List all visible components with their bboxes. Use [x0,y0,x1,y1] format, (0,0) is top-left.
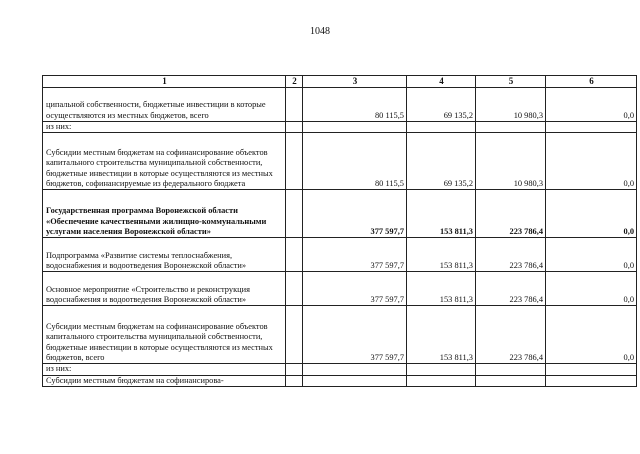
table-row [43,238,637,272]
cell-col5: 10 980,3 [476,88,546,122]
cell-col6: 0,0 [546,306,637,364]
row-description: Субсидии местным бюджетам на софинансирование объектов капитального строительства муниципальной собственности, бюджетные инвестиции в которые осуществляются из местных бюджетов, всего [43,306,286,364]
cell-col4: 153 811,3 [407,306,476,364]
table-row [43,364,637,375]
budget-table [42,75,637,387]
cell-col4 [407,375,476,386]
column-header: 1 [43,76,286,88]
cell-col3: 377 597,7 [303,272,407,306]
cell-col6 [546,122,637,133]
cell-col2 [286,133,303,190]
cell-col5: 223 786,4 [476,306,546,364]
cell-col5 [476,364,546,375]
row-description: Подпрограмма «Развитие системы теплоснабжения, водоснабжения и водоотведения Воронежской области» [43,238,286,272]
table-row [43,122,637,133]
cell-col2 [286,122,303,133]
cell-col3 [303,375,407,386]
table-row [43,375,637,386]
table-row [43,306,637,364]
column-header: 6 [546,76,637,88]
cell-col3: 377 597,7 [303,190,407,238]
row-description: Основное мероприятие «Строительство и реконструкция водоснабжения и водоотведения Воронежской области» [43,272,286,306]
cell-col3: 80 115,5 [303,133,407,190]
cell-col6: 0,0 [546,238,637,272]
cell-col5 [476,375,546,386]
cell-col3: 80 115,5 [303,88,407,122]
cell-col2 [286,88,303,122]
cell-col2 [286,190,303,238]
cell-col5: 223 786,4 [476,272,546,306]
column-header: 2 [286,76,303,88]
cell-col2 [286,238,303,272]
cell-col3: 377 597,7 [303,238,407,272]
cell-col3 [303,122,407,133]
cell-col5: 10 980,3 [476,133,546,190]
table-row [43,272,637,306]
row-description: ципальной собственности, бюджетные инвестиции в которые осуществляются из местных бюджетов, всего [43,88,286,122]
table-row [43,190,637,238]
table-header-row [43,76,637,88]
table-row [43,88,637,122]
cell-col2 [286,272,303,306]
cell-col3: 377 597,7 [303,306,407,364]
table-row [43,133,637,190]
cell-col2 [286,364,303,375]
cell-col4: 69 135,2 [407,133,476,190]
row-description: из них: [43,364,286,375]
cell-col6: 0,0 [546,272,637,306]
cell-col6: 0,0 [546,133,637,190]
cell-col4 [407,122,476,133]
cell-col6: 0,0 [546,190,637,238]
column-header: 3 [303,76,407,88]
row-description: Государственная программа Воронежской области «Обеспечение качественными жилищно-коммунальными услугами населения Воронежской области» [43,190,286,238]
cell-col5 [476,122,546,133]
cell-col2 [286,306,303,364]
cell-col6: 0,0 [546,88,637,122]
row-description: Субсидии местным бюджетам на софинансирование объектов капитального строительства муниципальной собственности, бюджетные инвестиции в которые осуществляются из местных бюджетов, софинансируемые из федерального бюджета [43,133,286,190]
column-header: 4 [407,76,476,88]
cell-col4: 153 811,3 [407,190,476,238]
row-description: из них: [43,122,286,133]
cell-col5: 223 786,4 [476,190,546,238]
row-description: Субсидии местным бюджетам на софинансирова- [43,375,286,386]
cell-col4 [407,364,476,375]
cell-col4: 153 811,3 [407,238,476,272]
column-header: 5 [476,76,546,88]
cell-col2 [286,375,303,386]
cell-col3 [303,364,407,375]
cell-col6 [546,364,637,375]
cell-col6 [546,375,637,386]
page-number: 1048 [310,26,330,37]
cell-col5: 223 786,4 [476,238,546,272]
cell-col4: 153 811,3 [407,272,476,306]
cell-col4: 69 135,2 [407,88,476,122]
